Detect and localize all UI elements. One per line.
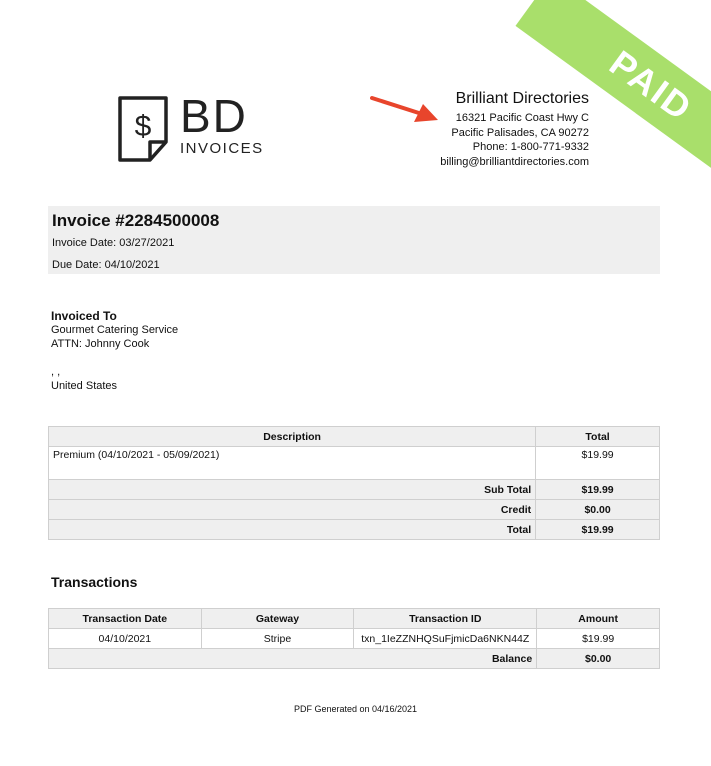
company-phone: Phone: 1-800-771-9332 [472, 141, 589, 153]
transaction-date-header: Transaction Date [49, 609, 202, 629]
transaction-id: txn_1IeZZNHQSuFjmicDa6NKN44Z [354, 629, 537, 649]
total-label: Total [49, 520, 536, 540]
company-address2: Pacific Palisades, CA 90272 [451, 126, 589, 139]
transactions-title: Transactions [51, 574, 138, 590]
transaction-gateway: Stripe [201, 629, 354, 649]
transaction-date: 04/10/2021 [49, 629, 202, 649]
logo-main-text: BD [180, 90, 248, 142]
credit-label: Credit [49, 500, 536, 520]
transactions-header-row [49, 609, 660, 629]
company-email: billing@brilliantdirectories.com [440, 155, 589, 168]
pdf-generated-note: PDF Generated on 04/16/2021 [293, 704, 418, 714]
paid-label: PAID [602, 42, 701, 130]
balance-row [49, 649, 660, 669]
total-header: Total [536, 427, 660, 447]
transaction-amount: $19.99 [537, 629, 660, 649]
subtotal-value: $19.99 [536, 480, 660, 500]
invoice-title: Invoice #2284500008 [52, 211, 220, 230]
items-table [48, 426, 660, 540]
invoice-due-date: Due Date: 04/10/2021 [52, 259, 160, 271]
dollar-document-icon [116, 94, 172, 164]
amount-header: Amount [537, 609, 660, 629]
table-row [49, 629, 660, 649]
transactions-table [48, 608, 660, 669]
client-city-line: , , [51, 366, 61, 378]
logo-sub-text: INVOICES [180, 140, 264, 157]
client-name: Gourmet Catering Service [51, 324, 179, 336]
item-description: Premium (04/10/2021 - 05/09/2021) [49, 447, 536, 480]
client-attn: ATTN: Johnny Cook [51, 338, 150, 350]
invoiced-to-heading: Invoiced To [51, 309, 117, 323]
subtotal-row [49, 480, 660, 500]
company-address1: 16321 Pacific Coast Hwy C [455, 112, 589, 124]
gateway-header: Gateway [201, 609, 354, 629]
table-row [49, 447, 660, 480]
total-row [49, 520, 660, 540]
invoice-header [48, 206, 660, 274]
balance-value: $0.00 [537, 649, 660, 669]
balance-label: Balance [49, 649, 537, 669]
total-value: $19.99 [536, 520, 660, 540]
description-header: Description [49, 427, 536, 447]
item-total: $19.99 [536, 447, 660, 480]
client-country: United States [51, 380, 118, 392]
company-name: Brilliant Directories [455, 90, 589, 107]
items-header-row [49, 427, 660, 447]
credit-value: $0.00 [536, 500, 660, 520]
invoice-date: Invoice Date: 03/27/2021 [52, 237, 175, 249]
svg-text:$: $ [134, 110, 152, 143]
subtotal-label: Sub Total [49, 480, 536, 500]
bd-invoices-logo [116, 90, 264, 164]
invoiced-to-block [51, 309, 178, 393]
transaction-id-header: Transaction ID [354, 609, 537, 629]
credit-row [49, 500, 660, 520]
company-info [440, 90, 589, 169]
red-arrow-icon [370, 92, 440, 126]
